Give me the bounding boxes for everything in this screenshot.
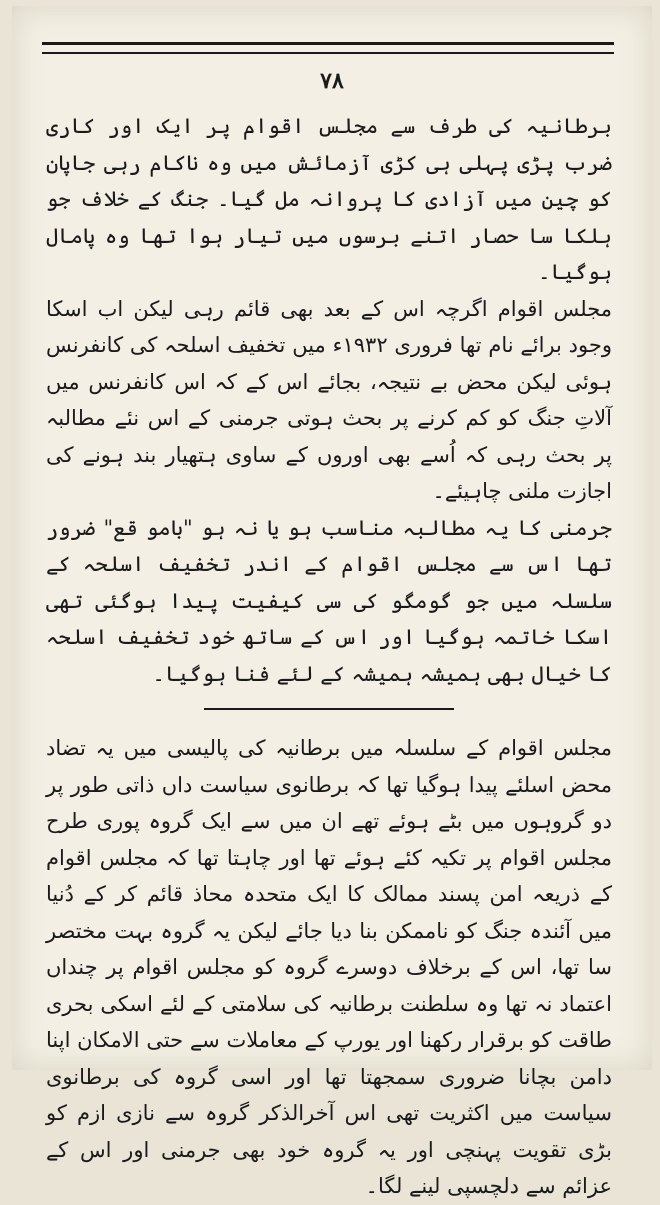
paragraph-4: مجلس اقوام کے سلسلہ میں برطانیہ کی پالیسی میں یہ تضاد محض اسلئے پیدا ہوگیا تھا کہ برطانوی سیاست داں ذاتی طور پر دو گروہوں میں بٹے ہوئے تھے ان میں سے ایک گروہ پوری طرح مجلس اقوام پر تکیہ کئے ہوئے تھا اور چاہتا تھا کہ مجلس اقوام کے ذریعہ امن پسند ممالک کا ایک متحدہ محاذ قائم کر کے دُنیا میں آئندہ جنگ کو ناممکن بنا دیا جائے لیکن یہ گروہ بہت مختصر سا تھا، اس کے برخلاف دوسرے گروہ کو مجلس اقوام پر چنداں اعتماد نہ تھا وہ سلطنت برطانیہ کی سلامتی کے لئے اسکی بحری طاقت کو برقرار رکھنا اور یورپ کے معاملات سے حتی الامکان اپنا دامن بچانا ضروری سمجھتا تھا اور اسی گروہ کی برطانوی سیاست میں اکثریت تھی اس آخرالذکر گروہ سے نازی ازم کو بڑی تقویت پہنچی اور یہ گروہ خود بھی جرمنی اور اس کے عزائم سے دلچسپی لینے لگا۔ [46, 736, 612, 1198]
header-rule-thin [42, 52, 614, 54]
book-page [12, 6, 652, 1198]
section-divider [204, 708, 454, 710]
page-number: ۷۸ [320, 68, 344, 94]
body-text [46, 108, 612, 1205]
paragraph-1: برطانیہ کی طرف سے مجلس اقوام پر ایک اور کاری ضرب پڑی پہلی ہی کڑی آزمائش میں وہ ناکام رہی جاپان کو چین میں آزادی کا پروانہ مل گیا۔ جنگ کے خلاف جو ہلکا سا حصار اتنے برسوں میں تیار ہوا تھا وہ پامال ہوگیا۔ [46, 114, 612, 284]
header-rule-thick [42, 42, 614, 45]
paragraph-3: جرمنی کا یہ مطالبہ مناسب ہو یا نہ ہو "بامو قع" ضرور تھا اس سے مجلس اقوام کے اندر تخفیف اسلحہ کے سلسلہ میں جو گومگو کی سی کیفیت پیدا ہوگئی تھی اسکا خاتمہ ہوگیا اور اس کے ساتھ خود تخفیف اسلحہ کا خیال بھی ہمیشہ ہمیشہ کے لئے فنا ہوگیا۔ [46, 515, 612, 686]
paragraph-2: مجلس اقوام اگرچہ اس کے بعد بھی قائم رہی لیکن اب اسکا وجود برائے نام تھا فروری ۱۹۳۲ء میں تخفیف اسلحہ کی کانفرنس ہوئی لیکن محض بے نتیجہ، بجائے اس کے کہ اس کانفرنس میں آلاتِ جنگ کو کم کرنے پر بحث ہوتی جرمنی کے اس نئے مطالبہ پر بحث رہی کہ اُسے بھی اوروں کے ساوی ہتھیار بند ہونے کی اجازت ملنی چاہیئے۔ [46, 296, 612, 503]
